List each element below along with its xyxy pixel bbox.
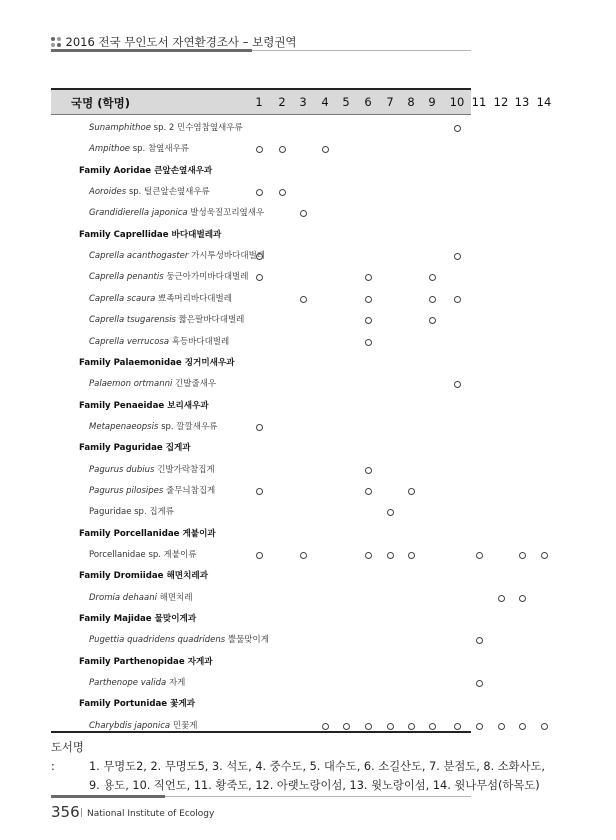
species-name (89, 502, 174, 523)
common-name: 민꽃게 (170, 720, 198, 731)
common-name: 가시투성바다대벌레 (188, 251, 265, 262)
footer-rule-thick (51, 795, 165, 798)
family-name: Family Portunidae 꽃게과 (79, 699, 196, 710)
column-header-9: 9 (428, 95, 436, 109)
presence-mark-island-3 (300, 210, 307, 217)
species-name (89, 267, 248, 288)
common-name: Porcellanidae sp. 게붙이류 (89, 550, 197, 560)
presence-mark-island-12 (498, 595, 505, 602)
column-header-14: 14 (536, 95, 552, 109)
family-name: Family Aoridae 큰앞손옆새우과 (79, 165, 213, 176)
legend-label: 도서명 : (51, 741, 84, 773)
species-row (51, 118, 551, 139)
scientific-name: Caprella verrucosa (89, 336, 170, 347)
species-name (89, 673, 185, 694)
family-name: Family Penaeidae 보리새우과 (79, 400, 209, 411)
species-row (51, 673, 551, 694)
running-header (51, 34, 297, 50)
family-name: Family Paguridae 집게과 (79, 443, 191, 454)
common-name: 자게 (166, 678, 186, 689)
common-name: 줄무늬참집게 (163, 485, 216, 496)
family-name: Family Parthenopidae 자게과 (79, 656, 213, 667)
scientific-name: Caprella scaura (89, 293, 156, 304)
legend-line-2: 9. 용도, 10. 직언도, 11. 황죽도, 12. 아랫노랑이섬, 13. 윗노랑이섬, 14. 윗나무섬(하목도) (89, 779, 540, 792)
species-row (51, 417, 551, 438)
column-header-11: 11 (471, 95, 487, 109)
species-row (51, 182, 551, 203)
species-row (51, 203, 551, 224)
presence-mark-island-10 (454, 253, 461, 260)
species-row (51, 716, 551, 737)
species-name (89, 630, 269, 651)
scientific-name: Parthenope valida (89, 678, 167, 689)
family-row (51, 438, 551, 459)
presence-mark-island-6 (365, 296, 372, 303)
species-name (89, 460, 215, 481)
scientific-name: Sunamphithoe (89, 123, 151, 133)
species-row (51, 502, 551, 523)
common-name: 발성욱질꼬리옆새우 (187, 208, 265, 219)
presence-mark-island-6 (365, 274, 372, 281)
family-row (51, 396, 551, 417)
presence-mark-island-1 (256, 146, 263, 153)
presence-mark-island-7 (387, 723, 394, 730)
column-header-2: 2 (278, 95, 286, 109)
header-rule-thin (252, 50, 471, 51)
family-name: Family Palaemonidae 징거미새우과 (79, 357, 235, 368)
species-name (89, 139, 189, 160)
scientific-name: Caprella penantis (89, 272, 164, 283)
common-name: sp. 참옆새우류 (130, 144, 190, 155)
species-name (89, 545, 197, 566)
species-name (89, 310, 244, 331)
column-header-5: 5 (342, 95, 350, 109)
species-name (89, 203, 264, 224)
species-row (51, 310, 551, 331)
dot (51, 37, 55, 41)
family-row (51, 353, 551, 374)
presence-mark-island-12 (498, 723, 505, 730)
presence-mark-island-13 (519, 723, 526, 730)
species-row (51, 267, 551, 288)
presence-mark-island-1 (256, 274, 263, 281)
presence-mark-island-6 (365, 488, 372, 495)
presence-mark-island-14 (541, 723, 548, 730)
species-name (89, 246, 265, 267)
presence-mark-island-1 (256, 253, 263, 260)
scientific-name: Dromia dehaani (89, 592, 157, 603)
footer-rule-thin (165, 796, 471, 797)
presence-mark-island-1 (256, 424, 263, 431)
family-row (51, 609, 551, 630)
presence-mark-island-3 (300, 296, 307, 303)
presence-mark-island-6 (365, 552, 372, 559)
presence-mark-island-13 (519, 552, 526, 559)
scientific-name: Grandidierella japonica (89, 208, 188, 219)
column-header-1: 1 (255, 95, 263, 109)
species-name (89, 118, 243, 139)
species-name (89, 716, 197, 737)
presence-mark-island-6 (365, 467, 372, 474)
dot (57, 43, 61, 47)
species-name (89, 182, 210, 203)
family-row (51, 161, 551, 182)
column-header-12: 12 (493, 95, 509, 109)
presence-mark-island-4 (322, 146, 329, 153)
column-header-10: 10 (449, 95, 465, 109)
common-name: Paguridae sp. 집게류 (89, 507, 174, 518)
family-row (51, 225, 551, 246)
presence-mark-island-1 (256, 488, 263, 495)
presence-mark-island-6 (365, 723, 372, 730)
footer-separator: | (80, 808, 84, 818)
presence-mark-island-8 (408, 723, 415, 730)
presence-mark-island-9 (429, 274, 436, 281)
dot (51, 43, 55, 47)
common-name: sp. 2 민수염참옆새우류 (150, 123, 243, 133)
scientific-name: Pagurus dubius (89, 464, 155, 475)
presence-mark-island-11 (476, 680, 483, 687)
species-row (51, 481, 551, 502)
column-header-3: 3 (299, 95, 307, 109)
presence-mark-island-14 (541, 552, 548, 559)
common-name: 해면치레 (156, 592, 193, 603)
family-row (51, 524, 551, 545)
presence-mark-island-6 (365, 339, 372, 346)
species-row (51, 545, 551, 566)
presence-mark-island-5 (343, 723, 350, 730)
family-name: Family Porcellanidae 게붙이과 (79, 528, 216, 539)
species-name (89, 588, 193, 609)
header-title: 2016 전국 무인도서 자연환경조사 – 보령권역 (65, 35, 297, 49)
species-row (51, 139, 551, 160)
species-name (89, 289, 232, 310)
header-rule-thick (51, 49, 252, 52)
family-name: Family Caprellidae 바다대벌레과 (79, 229, 222, 240)
scientific-name: Caprella tsugarensis (89, 315, 176, 326)
presence-mark-island-2 (279, 146, 286, 153)
common-name: 짧은팔바다대벌레 (175, 315, 245, 326)
common-name: sp. 털큰앞손옆새우류 (126, 187, 210, 198)
presence-mark-island-11 (476, 637, 483, 644)
species-name (89, 332, 229, 353)
presence-mark-island-10 (454, 723, 461, 730)
presence-mark-island-7 (387, 552, 394, 559)
presence-mark-island-11 (476, 552, 483, 559)
presence-mark-island-10 (454, 381, 461, 388)
scientific-name: Pagurus pilosipes (89, 485, 164, 496)
species-row (51, 460, 551, 481)
presence-mark-island-8 (408, 488, 415, 495)
species-name (89, 417, 217, 438)
name-column-header: 국명 (학명) (71, 96, 130, 110)
scientific-name: Charybdis japonica (89, 720, 171, 731)
family-row (51, 694, 551, 715)
scientific-name: Aoroides (89, 187, 127, 198)
presence-mark-island-7 (387, 509, 394, 516)
page-number: 356 (51, 803, 80, 821)
family-name: Family Dromiidae 해면치레과 (79, 571, 209, 582)
species-name (89, 374, 216, 395)
scientific-name: Metapenaeopsis (89, 421, 159, 432)
species-name (89, 481, 215, 502)
presence-mark-island-11 (476, 723, 483, 730)
species-row (51, 374, 551, 395)
column-header-4: 4 (321, 95, 329, 109)
species-row (51, 289, 551, 310)
presence-mark-island-9 (429, 296, 436, 303)
organization-name: National Institute of Ecology (87, 809, 215, 819)
presence-mark-island-9 (429, 317, 436, 324)
column-header-13: 13 (514, 95, 530, 109)
presence-mark-island-9 (429, 723, 436, 730)
common-name: 뿔물맞이게 (225, 635, 269, 646)
column-header-8: 8 (407, 95, 415, 109)
presence-mark-island-13 (519, 595, 526, 602)
species-row (51, 630, 551, 651)
family-row (51, 566, 551, 587)
common-name: 긴발줄새우 (172, 379, 217, 390)
common-name: 뾰족머리바다대벌레 (155, 293, 232, 304)
common-name: 둥근아가미바다대벌레 (163, 272, 249, 283)
bullet-dots-icon (51, 37, 61, 47)
table-header (51, 90, 552, 115)
scientific-name: Caprella acanthogaster (89, 251, 189, 262)
common-name: 긴발가락참집게 (154, 464, 215, 475)
scientific-name: Palaemon ortmanni (89, 379, 173, 390)
presence-mark-island-10 (454, 296, 461, 303)
presence-mark-island-10 (454, 125, 461, 132)
column-header-7: 7 (386, 95, 394, 109)
species-row (51, 332, 551, 353)
presence-mark-island-1 (256, 552, 263, 559)
island-legend (51, 738, 545, 795)
presence-mark-island-1 (256, 189, 263, 196)
table-bottom-rule (51, 731, 471, 733)
presence-mark-island-3 (300, 552, 307, 559)
common-name: sp. 깔깔새우류 (158, 421, 218, 432)
family-name: Family Majidae 물맞이게과 (79, 614, 197, 625)
legend-line-1: 1. 무명도2, 2. 무명도5, 3. 석도, 4. 중수도, 5. 대수도, 6. 소길산도, 7. 분점도, 8. 소화사도, (89, 760, 546, 773)
scientific-name: Pugettia quadridens quadridens (89, 635, 226, 646)
presence-mark-island-6 (365, 317, 372, 324)
common-name: 혹등바다대벌레 (169, 336, 230, 347)
dot (57, 37, 61, 41)
species-row (51, 246, 551, 267)
presence-mark-island-2 (279, 189, 286, 196)
scientific-name: Ampithoe (89, 144, 131, 155)
presence-mark-island-4 (322, 723, 329, 730)
presence-mark-island-8 (408, 552, 415, 559)
column-header-6: 6 (364, 95, 372, 109)
species-row (51, 588, 551, 609)
family-row (51, 652, 551, 673)
